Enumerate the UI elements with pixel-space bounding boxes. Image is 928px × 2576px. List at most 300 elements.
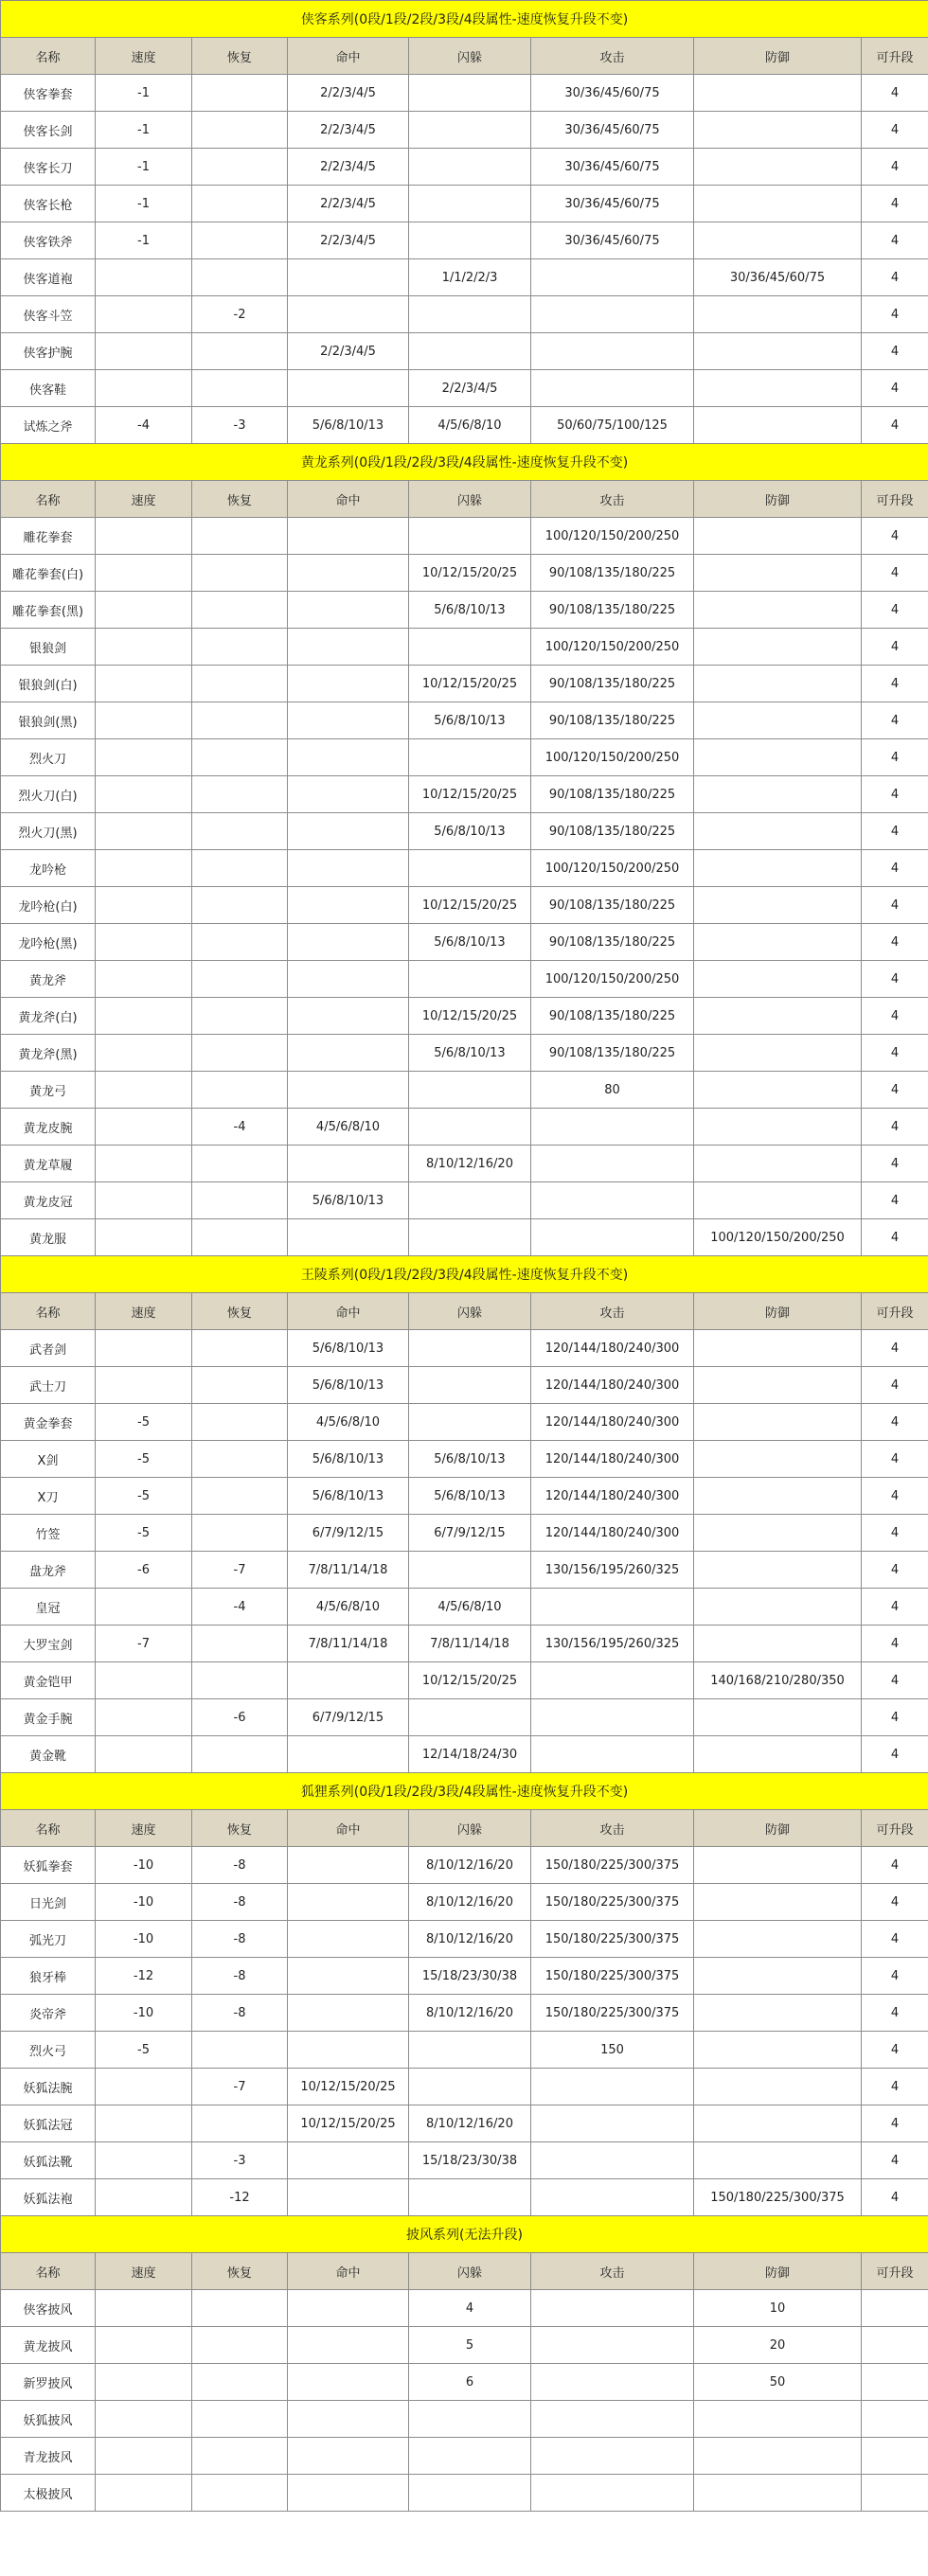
cell-recovery (192, 518, 288, 555)
cell-speed: -1 (96, 186, 192, 222)
cell-attack (531, 2105, 694, 2142)
cell-speed: -5 (96, 2032, 192, 2069)
cell-upgrade (862, 2438, 928, 2475)
cell-dodge: 1/1/2/2/3 (409, 259, 531, 296)
cell-recovery (192, 112, 288, 149)
table-row (1, 112, 928, 149)
cell-accuracy: 4/5/6/8/10 (288, 1109, 409, 1146)
table-row (1, 149, 928, 186)
cell-defense (694, 887, 862, 924)
cell-upgrade: 4 (862, 259, 928, 296)
cell-upgrade: 4 (862, 2069, 928, 2105)
cell-speed (96, 2105, 192, 2142)
cell-accuracy (288, 998, 409, 1035)
cell-recovery (192, 1515, 288, 1552)
cell-dodge: 5/6/8/10/13 (409, 813, 531, 850)
cell-name: 竹签 (1, 1515, 96, 1552)
cell-upgrade: 4 (862, 1958, 928, 1995)
column-header-row (1, 481, 928, 518)
table-row (1, 555, 928, 592)
cell-name: 侠客长刀 (1, 149, 96, 186)
cell-defense (694, 75, 862, 112)
cell-accuracy: 2/2/3/4/5 (288, 112, 409, 149)
cell-accuracy (288, 2179, 409, 2216)
cell-dodge (409, 629, 531, 666)
table-row (1, 1552, 928, 1589)
cell-speed (96, 296, 192, 333)
section-title: 侠客系列(0段/1段/2段/3段/4段属性-速度恢复升段不变) (1, 1, 928, 38)
cell-attack: 90/108/135/180/225 (531, 702, 694, 739)
cell-name: 黄龙斧 (1, 961, 96, 998)
cell-name: 龙吟枪 (1, 850, 96, 887)
cell-upgrade: 4 (862, 1035, 928, 1072)
table-row (1, 2475, 928, 2512)
cell-recovery (192, 2475, 288, 2512)
cell-upgrade: 4 (862, 924, 928, 961)
cell-recovery (192, 1035, 288, 1072)
cell-dodge (409, 1109, 531, 1146)
cell-defense (694, 1146, 862, 1182)
cell-dodge: 10/12/15/20/25 (409, 1662, 531, 1699)
cell-defense (694, 2105, 862, 2142)
cell-name: 烈火弓 (1, 2032, 96, 2069)
cell-dodge (409, 333, 531, 370)
cell-attack: 30/36/45/60/75 (531, 222, 694, 259)
cell-accuracy (288, 1662, 409, 1699)
cell-defense (694, 1515, 862, 1552)
cell-speed: -1 (96, 75, 192, 112)
cell-upgrade: 4 (862, 813, 928, 850)
cell-dodge (409, 2032, 531, 2069)
cell-name: 侠客护腕 (1, 333, 96, 370)
table-row (1, 2069, 928, 2105)
cell-attack (531, 2438, 694, 2475)
table-row (1, 2438, 928, 2475)
cell-recovery (192, 1182, 288, 1219)
cell-upgrade: 4 (862, 1072, 928, 1109)
cell-accuracy (288, 1146, 409, 1182)
column-header-upgrade: 可升段 (862, 2253, 928, 2290)
cell-recovery: -8 (192, 1958, 288, 1995)
column-header-dodge: 闪躲 (409, 38, 531, 75)
cell-defense (694, 186, 862, 222)
column-header-dodge: 闪躲 (409, 2253, 531, 2290)
cell-defense (694, 1072, 862, 1109)
cell-accuracy (288, 739, 409, 776)
cell-defense (694, 112, 862, 149)
cell-speed (96, 2327, 192, 2364)
cell-dodge (409, 739, 531, 776)
column-header-accuracy: 命中 (288, 2253, 409, 2290)
cell-defense (694, 702, 862, 739)
cell-recovery (192, 2364, 288, 2401)
cell-speed: -1 (96, 149, 192, 186)
cell-recovery (192, 666, 288, 702)
cell-speed (96, 1367, 192, 1404)
cell-defense (694, 518, 862, 555)
cell-dodge: 10/12/15/20/25 (409, 887, 531, 924)
cell-dodge: 15/18/23/30/38 (409, 1958, 531, 1995)
cell-defense (694, 1035, 862, 1072)
column-header-dodge: 闪躲 (409, 481, 531, 518)
cell-speed (96, 924, 192, 961)
cell-accuracy (288, 2327, 409, 2364)
table-row (1, 1109, 928, 1146)
cell-upgrade: 4 (862, 518, 928, 555)
cell-speed (96, 1736, 192, 1773)
cell-upgrade: 4 (862, 2032, 928, 2069)
cell-speed: -1 (96, 112, 192, 149)
column-header-row (1, 1810, 928, 1847)
cell-speed (96, 1589, 192, 1626)
cell-upgrade: 4 (862, 2105, 928, 2142)
cell-attack: 120/144/180/240/300 (531, 1478, 694, 1515)
cell-name: 妖狐法腕 (1, 2069, 96, 2105)
cell-speed: -10 (96, 1921, 192, 1958)
cell-defense (694, 149, 862, 186)
cell-speed (96, 2401, 192, 2438)
cell-dodge (409, 1330, 531, 1367)
cell-defense (694, 2475, 862, 2512)
table-row (1, 1958, 928, 1995)
table-row (1, 1662, 928, 1699)
cell-attack: 150/180/225/300/375 (531, 1958, 694, 1995)
cell-defense (694, 739, 862, 776)
cell-attack (531, 296, 694, 333)
cell-accuracy (288, 629, 409, 666)
cell-accuracy: 5/6/8/10/13 (288, 1367, 409, 1404)
column-header-accuracy: 命中 (288, 38, 409, 75)
column-header-upgrade: 可升段 (862, 1810, 928, 1847)
cell-upgrade: 4 (862, 1626, 928, 1662)
cell-speed (96, 1035, 192, 1072)
cell-defense (694, 1884, 862, 1921)
cell-recovery (192, 1367, 288, 1404)
cell-upgrade: 4 (862, 1552, 928, 1589)
cell-speed (96, 998, 192, 1035)
cell-name: X刀 (1, 1478, 96, 1515)
cell-recovery (192, 222, 288, 259)
table-row (1, 1182, 928, 1219)
cell-name: 炎帝斧 (1, 1995, 96, 2032)
table-row (1, 1404, 928, 1441)
cell-attack (531, 2179, 694, 2216)
table-row (1, 1367, 928, 1404)
cell-name: 皇冠 (1, 1589, 96, 1626)
cell-defense (694, 1847, 862, 1884)
cell-speed (96, 2179, 192, 2216)
cell-accuracy (288, 1884, 409, 1921)
cell-upgrade: 4 (862, 149, 928, 186)
cell-recovery (192, 149, 288, 186)
cell-speed (96, 666, 192, 702)
cell-attack: 90/108/135/180/225 (531, 887, 694, 924)
cell-attack (531, 1146, 694, 1182)
cell-upgrade: 4 (862, 2142, 928, 2179)
cell-attack: 120/144/180/240/300 (531, 1441, 694, 1478)
cell-accuracy (288, 2142, 409, 2179)
equipment-table-body (1, 1, 928, 2512)
cell-dodge: 10/12/15/20/25 (409, 666, 531, 702)
cell-attack: 150/180/225/300/375 (531, 1847, 694, 1884)
cell-speed (96, 776, 192, 813)
cell-dodge: 6/7/9/12/15 (409, 1515, 531, 1552)
cell-dodge: 10/12/15/20/25 (409, 776, 531, 813)
cell-accuracy (288, 1847, 409, 1884)
cell-accuracy: 4/5/6/8/10 (288, 1404, 409, 1441)
table-row (1, 776, 928, 813)
cell-name: 妖狐法冠 (1, 2105, 96, 2142)
cell-name: 龙吟枪(黑) (1, 924, 96, 961)
column-header-defense: 防御 (694, 481, 862, 518)
table-row (1, 850, 928, 887)
cell-accuracy: 4/5/6/8/10 (288, 1589, 409, 1626)
cell-accuracy (288, 1072, 409, 1109)
cell-accuracy (288, 2475, 409, 2512)
table-row (1, 2142, 928, 2179)
cell-recovery: -3 (192, 407, 288, 444)
cell-recovery (192, 2032, 288, 2069)
cell-speed: -10 (96, 1995, 192, 2032)
cell-recovery (192, 555, 288, 592)
cell-dodge: 8/10/12/16/20 (409, 2105, 531, 2142)
cell-defense (694, 296, 862, 333)
cell-upgrade: 4 (862, 961, 928, 998)
table-row (1, 1921, 928, 1958)
cell-accuracy (288, 555, 409, 592)
column-header-attack: 攻击 (531, 38, 694, 75)
cell-speed (96, 739, 192, 776)
cell-upgrade: 4 (862, 1109, 928, 1146)
cell-upgrade: 4 (862, 666, 928, 702)
cell-accuracy (288, 887, 409, 924)
cell-upgrade: 4 (862, 1995, 928, 2032)
cell-name: 妖狐法袍 (1, 2179, 96, 2216)
cell-speed (96, 1109, 192, 1146)
cell-name: 黄金靴 (1, 1736, 96, 1773)
cell-name: 侠客长剑 (1, 112, 96, 149)
cell-accuracy: 5/6/8/10/13 (288, 1478, 409, 1515)
cell-dodge (409, 1072, 531, 1109)
cell-speed: -1 (96, 222, 192, 259)
cell-attack (531, 2290, 694, 2327)
cell-accuracy: 2/2/3/4/5 (288, 333, 409, 370)
column-header-defense: 防御 (694, 2253, 862, 2290)
cell-accuracy: 2/2/3/4/5 (288, 186, 409, 222)
cell-attack (531, 2142, 694, 2179)
table-row (1, 1626, 928, 1662)
section-title-row (1, 444, 928, 481)
cell-defense (694, 1699, 862, 1736)
column-header-speed: 速度 (96, 481, 192, 518)
cell-upgrade: 4 (862, 1884, 928, 1921)
cell-dodge (409, 296, 531, 333)
cell-upgrade: 4 (862, 333, 928, 370)
cell-defense (694, 629, 862, 666)
cell-attack: 100/120/150/200/250 (531, 850, 694, 887)
cell-accuracy: 5/6/8/10/13 (288, 1441, 409, 1478)
cell-defense (694, 2142, 862, 2179)
cell-attack: 90/108/135/180/225 (531, 924, 694, 961)
cell-defense (694, 1552, 862, 1589)
cell-recovery: -12 (192, 2179, 288, 2216)
cell-defense (694, 333, 862, 370)
cell-upgrade: 4 (862, 222, 928, 259)
cell-attack: 90/108/135/180/225 (531, 776, 694, 813)
cell-recovery (192, 333, 288, 370)
cell-upgrade (862, 2401, 928, 2438)
column-header-speed: 速度 (96, 1810, 192, 1847)
cell-attack (531, 259, 694, 296)
cell-name: 妖狐法靴 (1, 2142, 96, 2179)
cell-name: 黄龙皮腕 (1, 1109, 96, 1146)
cell-name: 侠客拳套 (1, 75, 96, 112)
cell-upgrade: 4 (862, 75, 928, 112)
cell-defense (694, 407, 862, 444)
column-header-name: 名称 (1, 1293, 96, 1330)
cell-accuracy: 5/6/8/10/13 (288, 1330, 409, 1367)
column-header-upgrade: 可升段 (862, 38, 928, 75)
cell-attack (531, 1662, 694, 1699)
cell-accuracy (288, 259, 409, 296)
cell-recovery (192, 629, 288, 666)
cell-speed (96, 2290, 192, 2327)
cell-accuracy (288, 1995, 409, 2032)
table-row (1, 2327, 928, 2364)
cell-upgrade: 4 (862, 370, 928, 407)
section-title-row (1, 1773, 928, 1810)
cell-accuracy (288, 1035, 409, 1072)
cell-recovery (192, 2327, 288, 2364)
column-header-speed: 速度 (96, 38, 192, 75)
cell-attack (531, 2401, 694, 2438)
cell-attack: 90/108/135/180/225 (531, 592, 694, 629)
cell-name: 新罗披风 (1, 2364, 96, 2401)
cell-defense (694, 2438, 862, 2475)
cell-dodge (409, 1367, 531, 1404)
cell-upgrade: 4 (862, 629, 928, 666)
cell-speed (96, 887, 192, 924)
column-header-attack: 攻击 (531, 1293, 694, 1330)
cell-attack (531, 2069, 694, 2105)
cell-recovery (192, 702, 288, 739)
cell-name: 妖狐拳套 (1, 1847, 96, 1884)
cell-dodge: 8/10/12/16/20 (409, 1995, 531, 2032)
cell-speed (96, 333, 192, 370)
cell-attack (531, 2327, 694, 2364)
cell-accuracy (288, 2364, 409, 2401)
cell-upgrade: 4 (862, 1736, 928, 1773)
cell-defense (694, 666, 862, 702)
section-title-row (1, 2216, 928, 2253)
cell-name: 弧光刀 (1, 1921, 96, 1958)
cell-upgrade: 4 (862, 887, 928, 924)
table-row (1, 1884, 928, 1921)
cell-dodge: 5/6/8/10/13 (409, 1441, 531, 1478)
table-row (1, 407, 928, 444)
column-header-upgrade: 可升段 (862, 1293, 928, 1330)
cell-attack: 30/36/45/60/75 (531, 186, 694, 222)
cell-name: 青龙披风 (1, 2438, 96, 2475)
column-header-upgrade: 可升段 (862, 481, 928, 518)
cell-attack (531, 1589, 694, 1626)
cell-upgrade: 4 (862, 186, 928, 222)
cell-defense (694, 2401, 862, 2438)
cell-speed (96, 518, 192, 555)
cell-name: 雕花拳套(白) (1, 555, 96, 592)
cell-upgrade: 4 (862, 1515, 928, 1552)
cell-recovery (192, 592, 288, 629)
cell-attack: 130/156/195/260/325 (531, 1626, 694, 1662)
cell-accuracy (288, 813, 409, 850)
cell-speed (96, 702, 192, 739)
cell-accuracy (288, 296, 409, 333)
cell-speed (96, 1662, 192, 1699)
cell-attack (531, 1182, 694, 1219)
cell-attack: 150/180/225/300/375 (531, 1884, 694, 1921)
cell-recovery (192, 1146, 288, 1182)
cell-accuracy (288, 666, 409, 702)
table-row (1, 998, 928, 1035)
cell-dodge: 4/5/6/8/10 (409, 1589, 531, 1626)
cell-name: 武士刀 (1, 1367, 96, 1404)
cell-upgrade: 4 (862, 2179, 928, 2216)
cell-defense (694, 813, 862, 850)
cell-accuracy (288, 2290, 409, 2327)
cell-speed: -6 (96, 1552, 192, 1589)
table-row (1, 813, 928, 850)
cell-dodge (409, 2475, 531, 2512)
cell-attack: 30/36/45/60/75 (531, 75, 694, 112)
column-header-dodge: 闪躲 (409, 1810, 531, 1847)
cell-name: 龙吟枪(白) (1, 887, 96, 924)
cell-accuracy: 7/8/11/14/18 (288, 1552, 409, 1589)
column-header-attack: 攻击 (531, 481, 694, 518)
cell-recovery (192, 1478, 288, 1515)
cell-upgrade (862, 2290, 928, 2327)
cell-accuracy (288, 370, 409, 407)
cell-speed (96, 2069, 192, 2105)
table-row (1, 1441, 928, 1478)
cell-recovery (192, 1404, 288, 1441)
cell-dodge (409, 2438, 531, 2475)
cell-recovery: -7 (192, 1552, 288, 1589)
cell-defense (694, 1109, 862, 1146)
cell-recovery (192, 2290, 288, 2327)
cell-defense (694, 1958, 862, 1995)
cell-name: 黄龙斧(黑) (1, 1035, 96, 1072)
cell-defense (694, 961, 862, 998)
cell-recovery (192, 75, 288, 112)
cell-attack: 30/36/45/60/75 (531, 112, 694, 149)
column-header-accuracy: 命中 (288, 481, 409, 518)
cell-accuracy: 5/6/8/10/13 (288, 407, 409, 444)
cell-recovery (192, 370, 288, 407)
table-row (1, 961, 928, 998)
table-row (1, 1995, 928, 2032)
table-row (1, 1699, 928, 1736)
column-header-defense: 防御 (694, 1810, 862, 1847)
cell-accuracy (288, 592, 409, 629)
column-header-defense: 防御 (694, 1293, 862, 1330)
cell-attack: 130/156/195/260/325 (531, 1552, 694, 1589)
cell-recovery (192, 887, 288, 924)
cell-dodge (409, 186, 531, 222)
table-row (1, 75, 928, 112)
cell-attack: 150/180/225/300/375 (531, 1921, 694, 1958)
cell-attack (531, 1219, 694, 1256)
cell-name: 狼牙棒 (1, 1958, 96, 1995)
